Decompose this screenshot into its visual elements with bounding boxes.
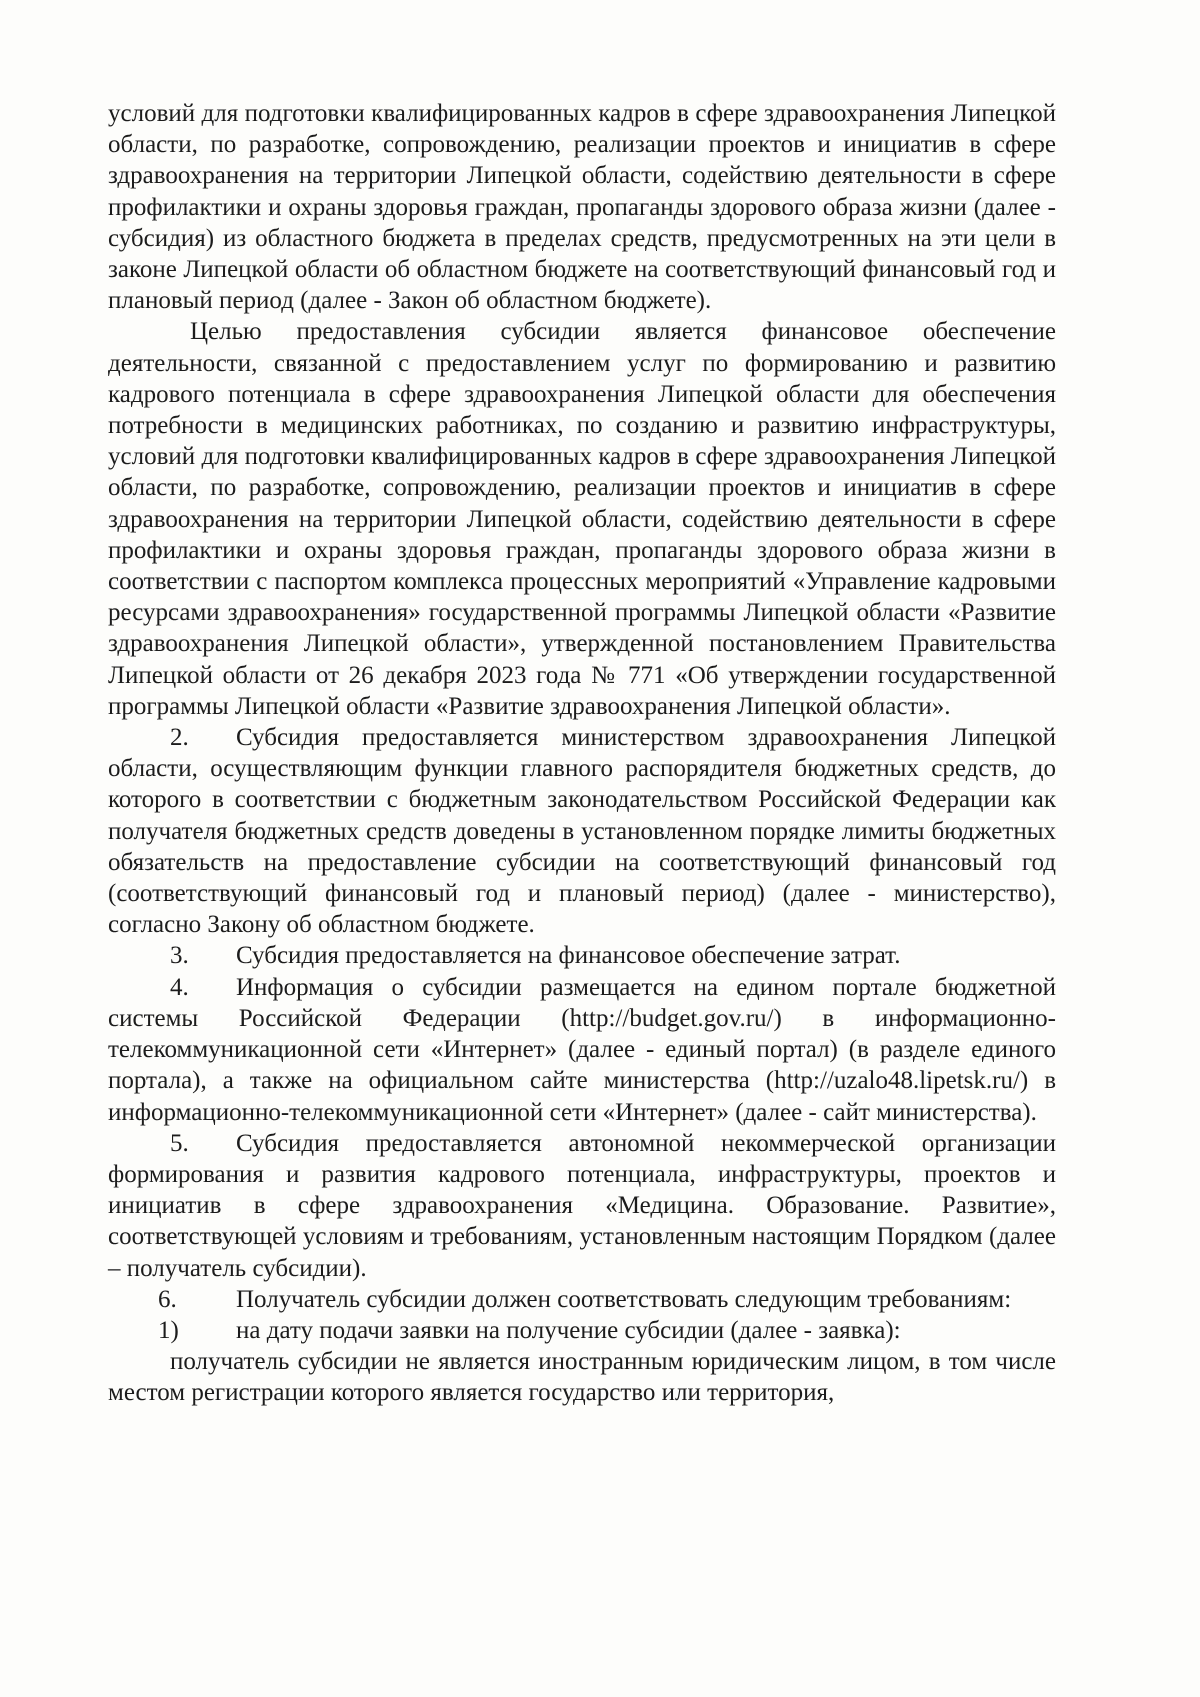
paragraph-text: получатель субсидии не является иностранным юридическим лицом, в том числе местом регистрации которого является государство или территория,	[108, 1348, 1056, 1407]
paragraph-text: Целью предоставления субсидии является финансовое обеспечение деятельности, связанной с предоставлением услуг по формированию и развитию кадрового потенциала в сфере здравоохранения Липецкой области для обеспечения потребности в медицинских работниках, по созданию и развитию инфраструктуры, условий для подготовки квалифицированных кадров в сфере здравоохранения Липецкой области, по разработке, сопровождению, реализации проектов и инициатив в сфере здравоохранения на территории Липецкой области, содействию деятельности в сфере профилактики и охраны здоровья граждан, пропаганды здорового образа жизни в соответствии с паспортом комплекса процессных мероприятий «Управление кадровыми ресурсами здравоохранения» государственной программы Липецкой области «Развитие здравоохранения Липецкой области», утвержденной постановлением Правительства Липецкой области от 26 декабря 2023 года № 771 «Об утверждении государственной программы Липецкой области «Развитие здравоохранения Липецкой области».	[108, 318, 1056, 720]
item-number: 4.	[170, 973, 189, 1001]
paragraph-text: Субсидия предоставляется на финансовое обеспечение затрат.	[236, 942, 901, 970]
item-number: 2.	[170, 724, 189, 752]
paragraph-text: условий для подготовки квалифицированных кадров в сфере здравоохранения Липецкой области, по разработке, сопровождению, реализации проектов и инициатив в сфере здравоохранения на территории Липецкой области, содействию деятельности в сфере профилактики и охраны здоровья граждан, пропаганды здорового образа жизни (далее - субсидия) из областного бюджета в пределах средств, предусмотренных на эти цели в законе Липецкой области об областном бюджете на соответствующий финансовый год и плановый период (далее - Закон об областном бюджете).	[108, 100, 1056, 315]
paragraph-text: на дату подачи заявки на получение субсидии (далее - заявка):	[236, 1316, 901, 1344]
paragraph-text: Субсидия предоставляется министерством здравоохранения Липецкой области, осуществляющим функции главного распорядителя бюджетных средств, до которого в соответствии с бюджетным законодательством Российской Федерации как получателя бюджетных средств доведены в установленном порядке лимиты бюджетных обязательств на предоставление субсидии на соответствующий финансовый год (соответствующий финансовый год и плановый период) (далее - министерство), согласно Закону об областном бюджете.	[108, 724, 1056, 939]
item-number: 5.	[170, 1129, 189, 1157]
paragraph-item-6	[108, 1284, 1056, 1315]
paragraph-text: Получатель субсидии должен соответствовать следующим требованиям:	[236, 1285, 1012, 1313]
item-number: 6.	[158, 1285, 177, 1313]
paragraph-subitem-1	[108, 1315, 1056, 1346]
paragraph-text: Информация о субсидии размещается на едином портале бюджетной системы Российской Федерации (http://budget.gov.ru/) в информационно-телекоммуникационной сети «Интернет» (далее - единый портал) (в разделе единого портала), а также на официальном сайте министерства (http://uzalo48.lipetsk.ru/) в информационно-телекоммуникационной сети «Интернет» (далее - сайт министерства).	[108, 973, 1056, 1126]
paragraph-item-4	[108, 972, 1056, 1128]
paragraph-requirement	[108, 1346, 1056, 1408]
paragraph-item-5	[108, 1128, 1056, 1284]
paragraph-continuation	[108, 98, 1056, 316]
paragraph-text: Субсидия предоставляется автономной некоммерческой организации формирования и развития кадрового потенциала, инфраструктуры, проектов и инициатив в сфере здравоохранения «Медицина. Образование. Развитие», соответствующей условиям и требованиям, установленным настоящим Порядком (далее – получатель субсидии).	[108, 1129, 1056, 1282]
paragraph-item-2	[108, 722, 1056, 940]
item-number: 3.	[170, 942, 189, 970]
paragraph-item-3	[108, 940, 1056, 971]
paragraph-purpose	[108, 316, 1056, 722]
document-page	[108, 98, 1056, 1409]
item-number: 1)	[158, 1316, 179, 1344]
